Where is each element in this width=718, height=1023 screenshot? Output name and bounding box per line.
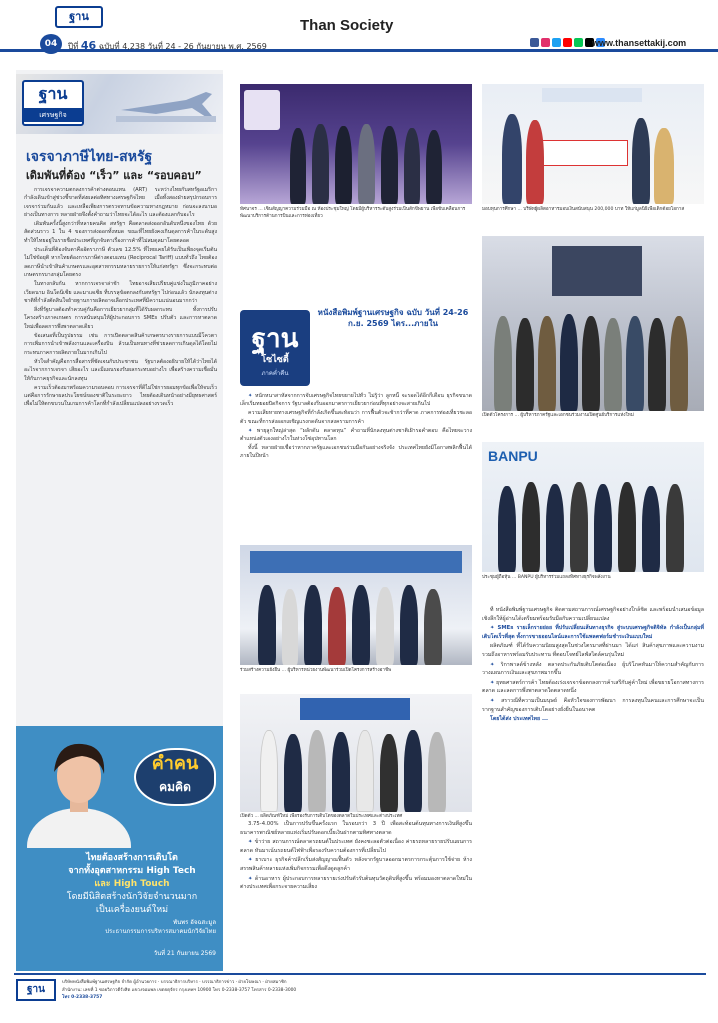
person xyxy=(642,486,660,572)
website-link[interactable]: www.thansettakij.com xyxy=(592,38,687,48)
person xyxy=(546,484,564,572)
than-logo-text: ฐาน xyxy=(251,324,299,353)
person xyxy=(381,126,398,204)
than-logo-sub: โซไซตี้ xyxy=(261,355,289,365)
editorial-subtitle: เดิมพันที่ต้อง “เร็ว” และ “รอบคอบ” xyxy=(26,169,202,182)
line-icon[interactable] xyxy=(574,38,583,47)
quote-line: และ High Touch xyxy=(94,879,170,889)
person xyxy=(290,128,306,204)
person xyxy=(284,734,302,812)
quote-column xyxy=(16,726,223,971)
paragraph: SMEs รายเล็กรายย่อย ที่ปรับเปลี่ยนเส้นทางธุรกิจ สู่ระบบเศรษฐกิจดิจิทัล กำลังเป็นกลุ่มที่เติบโตเร็วที่สุด ทั้งการขายออนไลน์และการใช้แพลตฟอร์มชำระเงินแบบใหม่ xyxy=(482,625,704,640)
instagram-icon[interactable] xyxy=(541,38,550,47)
banpu-logo: BANPU xyxy=(488,448,538,464)
page-header xyxy=(0,0,718,56)
imprint-line: บริษัทหนังสือพิมพ์ฐานเศรษฐกิจ จำกัด ผู้อำนวยการ · บรรณาธิการบริหาร · บรรณาธิการข่าว · ฝ่ายโฆษณา · ฝ่ายสมาชิก xyxy=(62,980,287,985)
event-logo xyxy=(244,90,280,130)
star-icon: ✦ xyxy=(490,697,495,704)
photo-signing-ceremony xyxy=(240,84,472,204)
person xyxy=(626,316,644,411)
donation-check xyxy=(542,140,628,166)
caption: ประชุมผู้ถือหุ้น ... BANPU ผู้บริหารร่วมแถลงทิศทางธุรกิจพลังงาน xyxy=(482,575,611,580)
photo-sustainability xyxy=(240,545,472,665)
year-label: ปีที่ xyxy=(68,42,79,51)
editorial-body xyxy=(24,186,217,726)
person xyxy=(560,314,578,411)
airplane-illustration xyxy=(116,86,216,122)
person xyxy=(282,589,298,665)
society-story xyxy=(240,392,472,542)
paragraph: ด้านอาหาร ผู้ประกอบการหลายรายเร่งปรับตัวรับต้นทุนวัตถุดิบที่สูงขึ้น พร้อมมองหาตลาดใหม่ในต่างประเทศเพื่อกระจายความเสี่ยง xyxy=(240,875,472,891)
paragraph: หัวใจสำคัญคือการสื่อสารที่ชัดเจนกับประชาชน รัฐบาลต้องอธิบายให้ได้ว่าไทยได้อะไรจากการเจรจา เสียอะไร และมีแผนรองรับผลกระทบอย่างไร เพื่อสร้างความเชื่อมั่นให้กับภาคธุรกิจและนักลงทุน xyxy=(24,358,217,382)
person xyxy=(428,732,446,812)
person xyxy=(582,316,600,411)
quote-badge xyxy=(134,748,216,806)
paragraph: ความเสียหายทางเศรษฐกิจที่กำลังเกิดขึ้นสะท้อนว่า การฟื้นตัวจะช้ากว่าที่คาด ภาคการท่องเที่ยวชะลอตัว ขณะที่การส่งออกเผชิญแรงกดดันจากสงครามการค้า xyxy=(240,410,472,425)
section-title: Than Society xyxy=(300,17,394,34)
imprint-text xyxy=(62,979,702,1002)
photo-donation xyxy=(482,84,704,204)
backdrop xyxy=(542,88,642,102)
paragraph: ในทางกลับกัน หากการเจรจาล่าช้า ไทยอาจเสียเปรียบคู่แข่งในภูมิภาคอย่างเวียดนาม อินโดนีเซีย และมาเลเซีย ที่บรรลุข้อตกลงกับสหรัฐฯ ไปก่อนแล้ว นักลงทุนต่างชาติที่กำลังตัดสินใจย้ายฐานการผลิตอาจเลือกประเทศที่มีความแน่นอนมากกว่า xyxy=(24,281,217,304)
quote-author xyxy=(56,918,216,936)
editorial-logo-sub: เศรษฐกิจ xyxy=(24,108,82,122)
photo-product-launch xyxy=(240,694,472,812)
person xyxy=(648,318,666,411)
author-name: พันพร อัจฉสะมูล xyxy=(173,919,216,926)
person xyxy=(380,734,398,812)
star-icon: ✦ xyxy=(490,625,495,632)
page-number: 04 xyxy=(40,34,62,54)
story-right-column xyxy=(482,606,704,970)
person xyxy=(538,316,556,411)
star-icon: ✦ xyxy=(248,393,253,399)
badge-main: คำคน xyxy=(151,753,199,774)
person xyxy=(618,482,636,572)
than-society-logo xyxy=(240,310,310,386)
person xyxy=(404,730,422,812)
editorial-logo-text: ฐาน xyxy=(38,86,68,103)
than-logo-tag: ภาคค่ำคืน xyxy=(261,370,289,377)
photo-opening xyxy=(482,236,704,411)
quote-line: จากทั้งอุตสาหกรรม High Tech xyxy=(68,866,196,876)
paragraph: ผลิตภัณฑ์ ที่ได้รับความนิยมสูงสุดในช่วงไตรมาสที่ผ่านมา ได้แก่ สินค้าสุขภาพและความงาม รวมถึงอาหารพร้อมรับประทาน ที่ตอบโจทย์ไลฟ์สไตล์คนรุ่นใหม่ xyxy=(482,643,704,658)
product-banner xyxy=(300,698,410,720)
youtube-icon[interactable] xyxy=(563,38,572,47)
person xyxy=(335,126,352,204)
paragraph: ยาเบาะ ธุรกิจค้าปลีกเริ่มส่งสัญญาณฟื้นตัว หลังจากรัฐบาลออกมาตรการกระตุ้นการใช้จ่าย ห้างสรรพสินค้าหลายแห่งเพิ่มกิจกรรมเพื่อดึงดูดลูกค้า xyxy=(240,857,472,872)
imprint-line: สำนักงาน: เลขที่ 1 ซอยวิภาวดีรังสิต แขวงจอมพล เขตจตุจักร กรุงเทพฯ 10900 โทร 0-2338-3757 โทรสาร 0-2338-3000 xyxy=(62,987,297,993)
editorial-banner xyxy=(16,74,223,134)
caption: ร่วมสร้างความยั่งยืน ... ผู้บริหารหน่วยงานพัฒนาร่วมเปิดโครงการสร้างอาชีพ xyxy=(240,668,392,673)
issue-date: ฉบับที่ 4,238 วันที่ 24 - 26 กันยายน พ.ศ. 2569 xyxy=(98,42,267,51)
star-icon: ✦ xyxy=(248,857,253,864)
person xyxy=(332,732,350,812)
person xyxy=(260,730,278,812)
person xyxy=(358,124,375,204)
facebook-icon[interactable] xyxy=(530,38,539,47)
quote-line: โดยมีนิสิตสร้างนักวิจัยจำนวนมาก xyxy=(66,892,198,902)
paragraph: ประเด็นที่ต้องจับตาคืออัตราภาษี ตัวเลข 12.5% ที่ไทยเคยได้รับเป็นเพียงจุดเริ่มต้น ไม่ใช่ข้อยุติ หากไทยต้องการภาษีต่างตอบแทน (Reciprocal Tariff) แบบทั่วถึง ไทยต้องลดภาษีนำเข้าสินค้าเกษตรและอุตสาหกรรมหลายรายการให้แก่สหรัฐฯ ซึ่งจะกระทบต่อเกษตรกรบางกลุ่มโดยตรง xyxy=(24,247,217,278)
star-icon: ✦ xyxy=(490,679,495,686)
star-icon: ✦ xyxy=(248,839,253,846)
author-title: ประธานกรรมการบริหารสมาคมนักวิจัยไทย xyxy=(105,928,216,935)
person xyxy=(304,585,322,665)
photo-banpu xyxy=(482,442,704,572)
person xyxy=(376,587,394,665)
paragraph: การเจรจาความตกลงการค้าต่างตอบแทน (ART) ระหว่างไทยกับสหรัฐอเมริกา กำลังเดินเข้าสู่ช่วงชี้ขาดที่ส่งผลต่อทิศทางเศรษฐกิจไทย เมื่อทั้งสองฝ่ายสรุปกรอบการเจรจาร่วมกันแล้ว และเหลือเพียงการตรวจทานข้อความทางกฎหมาย ก่อนจะลงนามอย่างเป็นทางการ หลายฝ่ายจึงตั้งคำถามว่าไทยจะได้อะไร และต้องแลกกับอะไร xyxy=(24,187,217,218)
paragraph: ข้อเสนอที่เป็นรูปธรรม เช่น การเปิดตลาดสินค้าเกษตรบางรายการแบบมีโควตา การเพิ่มการนำเข้าพลังงานและเครื่องบิน ล้วนเป็นหนทางที่ช่วยลดการเกินดุลได้โดยไม่กระทบภาคการผลิตภายในมากเกินไป xyxy=(24,333,217,356)
footer-logo: ฐาน xyxy=(16,979,56,1001)
quote-date: วันที่ 21 กันยายน 2569 xyxy=(153,950,216,957)
editorial-title: เจรจาภาษีไทย-สหรัฐ xyxy=(26,149,153,165)
person xyxy=(594,484,612,572)
person xyxy=(426,130,442,204)
paragraph: ข้าว่าย สถานการณ์ตลาดรถยนต์ในประเทศ ยังคงชะลอตัวต่อเนื่อง ค่ายรถหลายรายปรับแผนการตลาด หันมาเน้นรถยนต์ไฟฟ้าเพื่อรองรับความต้องการที่เปลี่ยนไป xyxy=(240,839,472,854)
star-icon: ✦ xyxy=(248,875,253,882)
person xyxy=(258,585,276,665)
person xyxy=(516,318,534,411)
star-icon: ✦ xyxy=(490,661,495,668)
caption: มอบทุนการศึกษา ... บริษัทผู้ผลิตอาหารมอบเงินสนับสนุน 200,000 บาท ให้แก่มูลนิธิเพื่อเด็กด้อยโอกาส xyxy=(482,207,685,212)
person xyxy=(522,482,540,572)
person xyxy=(498,486,516,572)
paragraph: ทั้งนี้ หลายฝ่ายเชื่อว่าหากภาครัฐและเอกชนร่วมมือกันอย่างจริงจัง ประเทศไทยยังมีโอกาสพลิกฟื้นได้ภายในปีหน้า xyxy=(240,445,472,460)
person xyxy=(604,318,622,411)
paragraph: สิ่งที่รัฐบาลต้องทำควบคู่กันคือการเยียวยากลุ่มที่ได้รับผลกระทบ ทั้งการปรับโครงสร้างภาคเกษตร การสนับสนุนให้ผู้ประกอบการ SMEs ปรับตัว และการหาตลาดใหม่เพื่อลดการพึ่งพาตลาดเดียว xyxy=(24,307,217,330)
person xyxy=(632,118,650,204)
paragraph: โดยได้ส่ง ประเทศไทย ... xyxy=(490,716,549,723)
person xyxy=(328,587,346,665)
paragraph: หนักหนาสาหัสจากการจับเศรษฐกิจไทยขยายไปทั่ว ไม่รู้ว่า ลูกหนี้ จะรอดได้อีกกี่เดือน ธุรกิจขนาดเล็กเริ่มทยอยปิดกิจการ รัฐบาลต้องรีบออกมาตรการเยียวยาก่อนที่ทุกอย่างจะสายเกินไป xyxy=(240,393,472,408)
quote-text xyxy=(52,852,212,917)
quote-line: เป็นเครื่องยนต์ใหม่ xyxy=(95,905,169,915)
imprint-footer xyxy=(14,973,706,1019)
paragraph: สราวณีที่ความเป็นมนุษย์ คือหัวใจของการพัฒนา การลงทุนในคนและการศึกษาจะเป็นรากฐานสำคัญของการเติบโตอย่างยั่งยืนในอนาคต xyxy=(482,697,704,713)
paragraph: ความเร็วต้องมาพร้อมความรอบคอบ การเจรจาที่ดีไม่ใช่การยอมทุกข้อเพื่อให้จบเร็ว แต่คือการรักษาผลประโยชน์ของชาติในระยะยาว ไทยต้องเดินหน้าอย่างมียุทธศาสตร์ เพื่อไม่ให้ตกขบวนในเกมการค้าโลกที่กำลังเปลี่ยนแปลงอย่างรวดเร็ว xyxy=(24,384,217,408)
person xyxy=(494,316,512,411)
person xyxy=(352,585,370,665)
editorial-logo xyxy=(22,80,84,126)
person xyxy=(526,120,544,204)
event-backdrop xyxy=(250,551,462,573)
paragraph: ยุทธศาสตร์การค้า ไทยต้องเร่งเจรจาข้อตกลงการค้าเสรีกับคู่ค้าใหม่ เพื่อขยายโอกาสทางการตลาด และลดการพึ่งพาตลาดใดตลาดหนึ่ง xyxy=(482,679,704,695)
columnist-portrait xyxy=(24,728,134,848)
caption: เปิดตัว ... ผลิตภัณฑ์ใหม่ เพื่อรองรับการเติบโตของตลาดในประเทศและต่างประเทศ xyxy=(240,814,403,819)
building-sign xyxy=(552,246,642,296)
twitter-icon[interactable] xyxy=(552,38,561,47)
paragraph: เดิมพันครั้งนี้สูงกว่าที่หลายคนคิด สหรัฐฯ คือตลาดส่งออกอันดับหนึ่งของไทย ด้วยสัดส่วนราว 1 ใน 4 ของการส่งออกทั้งหมด ขณะที่ไทยยังคงเกินดุลการค้าในระดับสูง ทำให้ไทยอยู่ในรายชื่อประเทศที่ถูกจับตาเรื่องการค้าที่ไม่สมดุลมาโดยตลอด xyxy=(24,221,217,244)
caption: ทัศนาจร ... เซ็นสัญญาความร่วมมือ ณ ห้องประชุมใหญ่ โดยมีผู้บริหารระดับสูงร่วมเป็นสักขีพยาน เพื่อขับเคลื่อนการพัฒนาบริการด้านการบินและการท่องเที่ยว xyxy=(240,207,466,219)
person xyxy=(356,730,374,812)
masthead-logo: ฐาน xyxy=(55,6,103,28)
paragraph: ที่ หนังสือพิมพ์ฐานเศรษฐกิจ ติดตามสถานการณ์เศรษฐกิจอย่างใกล้ชิด และพร้อมนำเสนอข้อมูลเชิงลึกให้ผู้อ่านได้เตรียมพร้อมรับมือกับความเปลี่ยนแปลง xyxy=(482,607,704,622)
story-continued xyxy=(240,820,472,970)
person xyxy=(502,114,522,204)
paragraph: 3.75-4.00% เป็นการปรับขึ้นครั้งแรก ในรอบกว่า 3 ปี เพื่อสะท้อนต้นทุนทางการเงินที่สูงขึ้น ธนาคารพาณิชย์หลายแห่งเริ่มปรับดอกเบี้ยเงินฝากตามทิศทางตลาด xyxy=(240,821,472,836)
issue-info xyxy=(68,39,267,53)
person xyxy=(308,730,326,812)
caption: เปิดตัวโครงการ ... ผู้บริหารภาครัฐและเอกชนร่วมงานเปิดศูนย์บริการแห่งใหม่ xyxy=(482,413,634,418)
issue-promo: หนังสือพิมพ์ฐานเศรษฐกิจ ฉบับ วันที่ 24-26 ก.ย. 2569 ไตร...ภายใน xyxy=(317,308,469,328)
person xyxy=(654,128,674,204)
paragraph: ริกาพาลด์ข้างหลัง ตลาดประกันภัยเติบโตต่อเนื่อง ผู้บริโภคหันมาให้ความสำคัญกับการวางแผนการเงินและสุขภาพมากขึ้น xyxy=(482,661,704,677)
person xyxy=(404,128,420,204)
person xyxy=(424,589,442,665)
paragraph: พายุลูกใหญ่ล่าสุด “ผลักดัน ตลาดทุน” คำถามที่นักลงทุนต่างชาติเฝ้ารอคำตอบ คือไทยจะวางตำแหน่งตัวเองอย่างไรในห่วงโซ่อุปทานโลก xyxy=(240,427,472,443)
year-number: 46 xyxy=(80,39,97,52)
quote-line: ไทยต้องสร้างการเติบโต xyxy=(86,853,178,863)
person xyxy=(312,124,329,204)
imprint-phone: โทร 0-2338-3757 xyxy=(62,995,103,1001)
person xyxy=(400,585,418,665)
star-icon: ✦ xyxy=(248,427,253,434)
editorial-headline xyxy=(26,148,216,184)
badge-sub: คมคิด xyxy=(159,780,191,794)
person xyxy=(666,484,684,572)
person xyxy=(570,482,588,572)
person xyxy=(670,316,688,411)
